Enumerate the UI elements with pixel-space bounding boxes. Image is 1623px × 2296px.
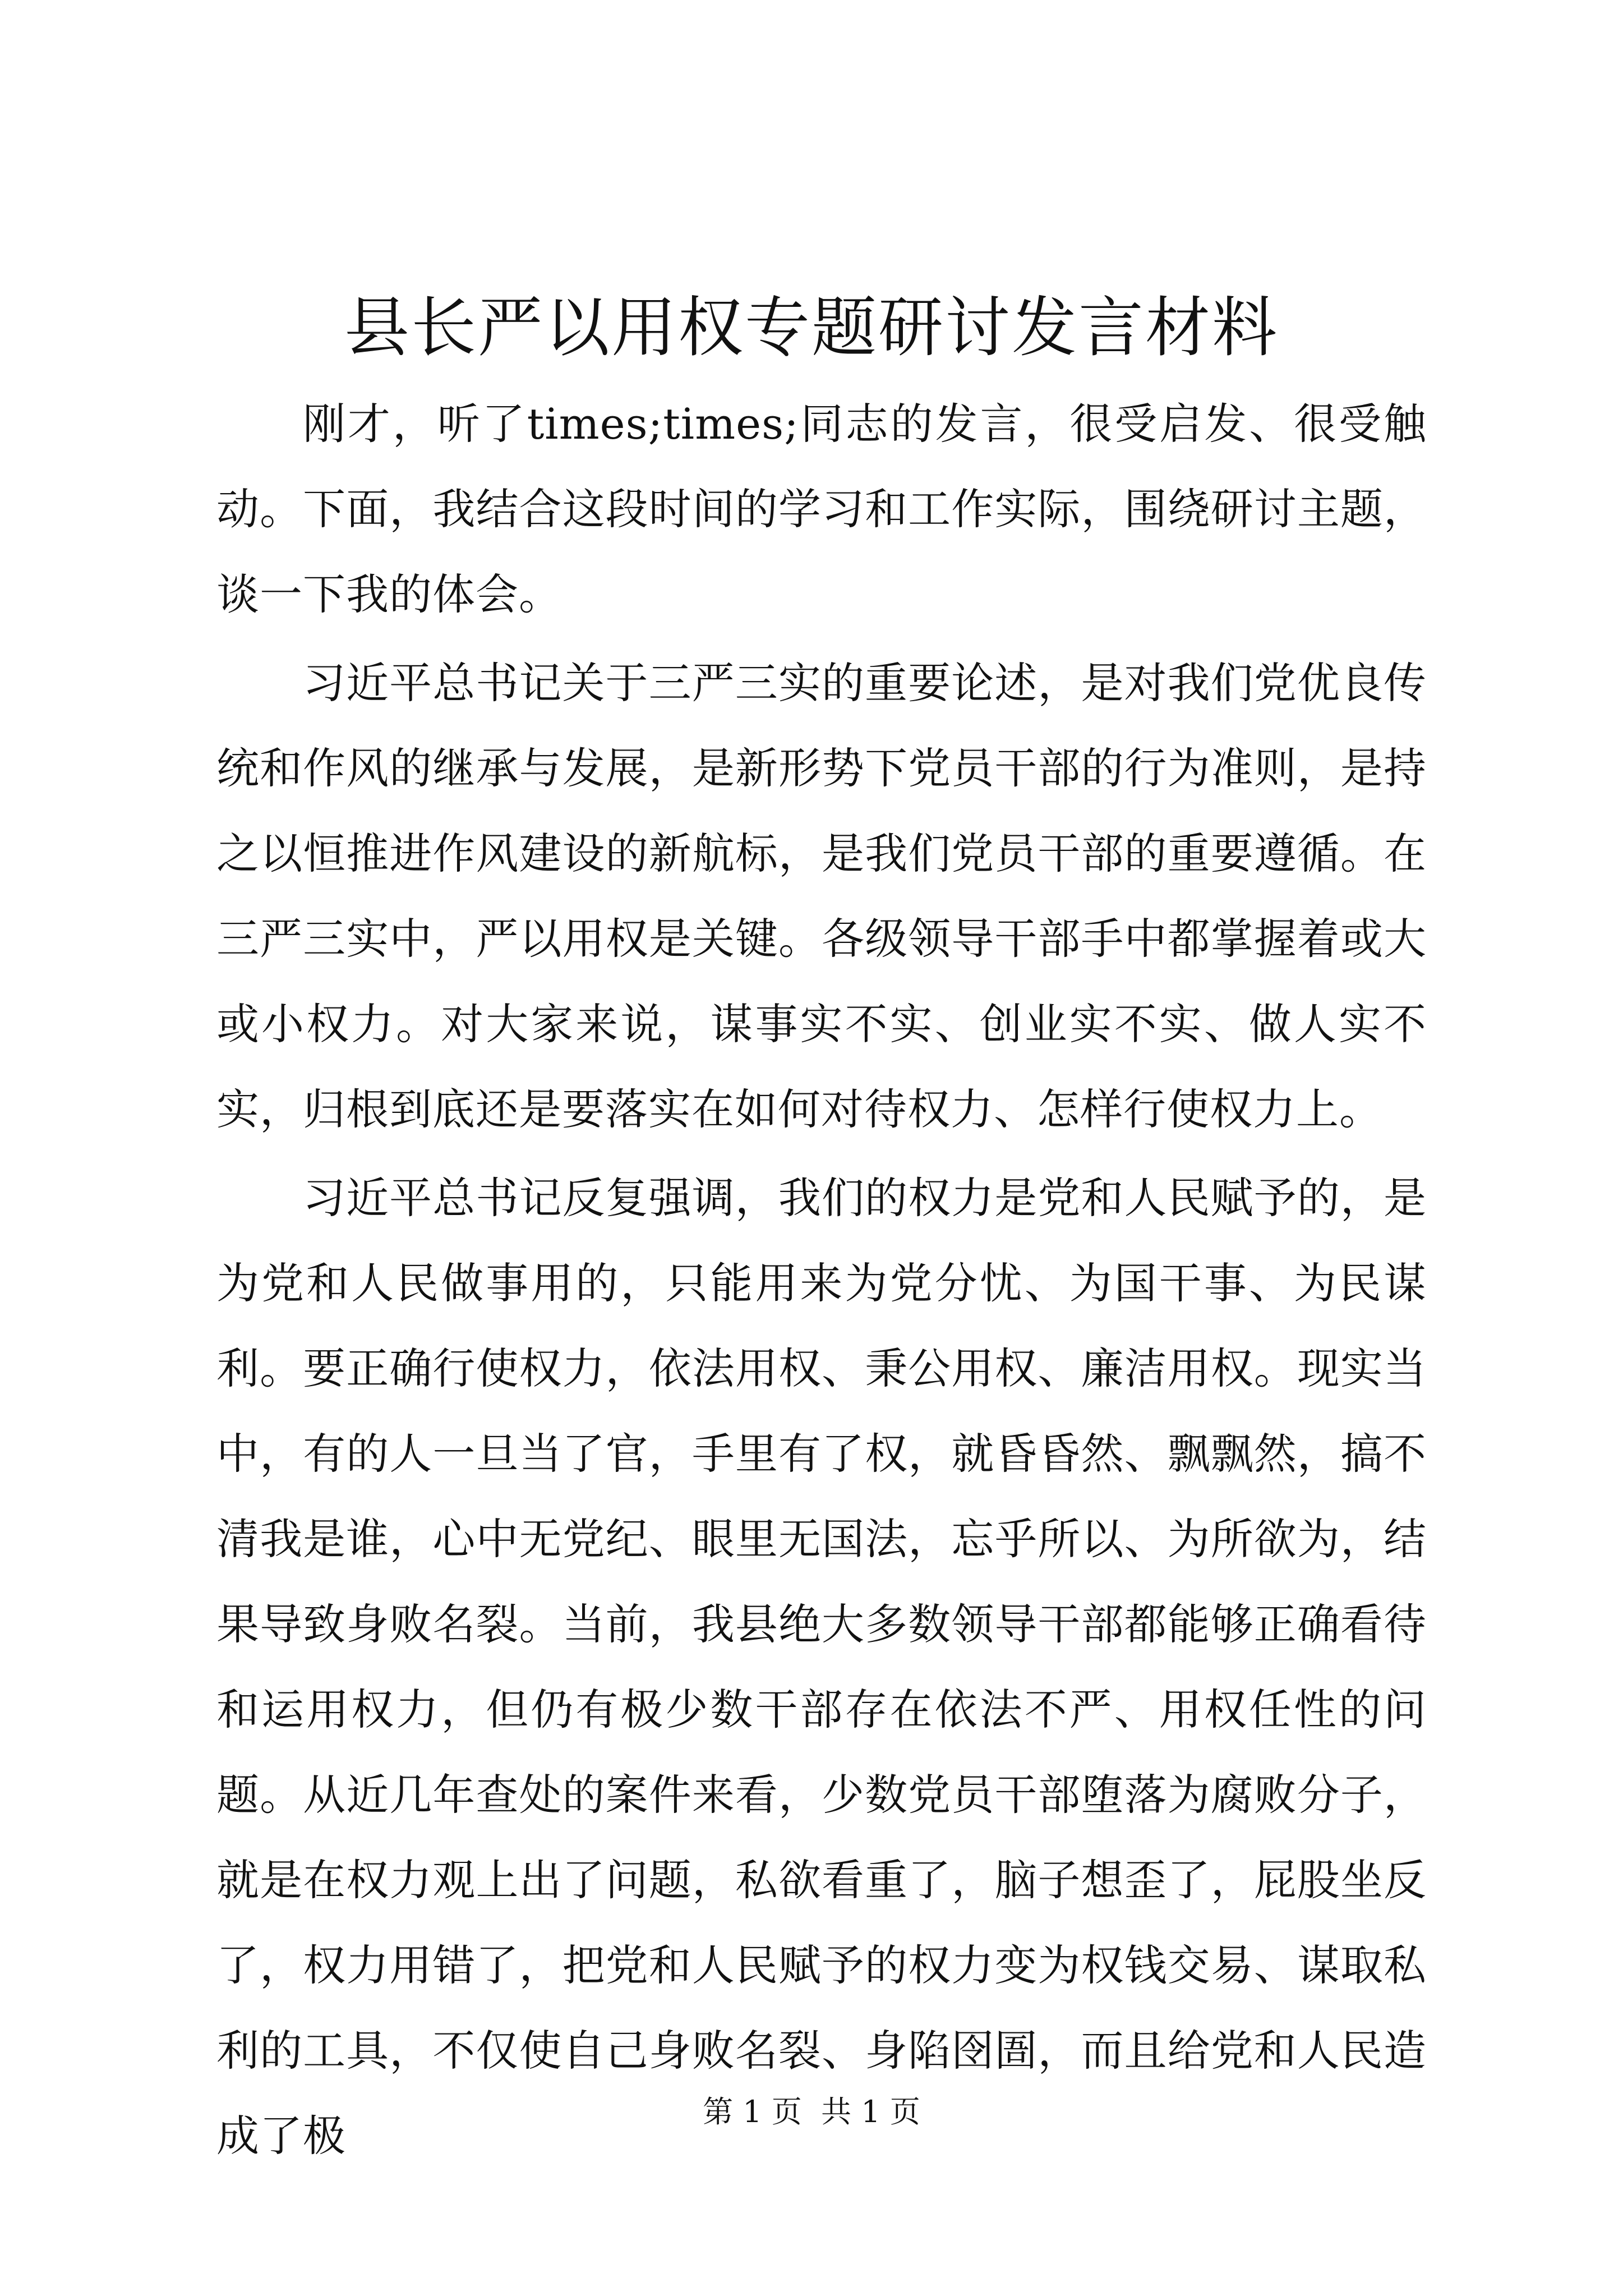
paragraph-3: 习近平总书记反复强调，我们的权力是党和人民赋予的，是为党和人民做事用的，只能用来为党分忧、为国干事、为民谋利。要正确行使权力，依法用权、秉公用权、廉洁用权。现实当中，有的人一旦当了官，手里有了权，就昏昏然、飘飘然，搞不清我是谁，心中无党纪、眼里无国法，忘乎所以、为所欲为，结果导致身败名裂。当前，我县绝大多数领导干部都能够正确看待和运用权力，但仍有极少数干部存在依法不严、用权任性的问题。从近几年查处的案件来看，少数党员干部堕落为腐败分子，就是在权力观上出了问题，私欲看重了，脑子想歪了，屁股坐反了，权力用错了，把党和人民赋予的权力变为权钱交易、谋取私利的工具，不仅使自己身败名裂、身陷囹圄，而且给党和人民造成了极: [216, 1173, 1427, 2161]
page-footer: 第 1 页 共 1 页: [703, 2094, 920, 2129]
document-body: [216, 381, 1427, 2182]
paragraph-1: 刚才，听了times;times;同志的发言，很受启发、很受触动。下面，我结合这段时间的学习和工作实际，围绕研讨主题，谈一下我的体会。: [216, 399, 1427, 619]
paragraph-2: 习近平总书记关于三严三实的重要论述，是对我们党优良传统和作风的继承与发展，是新形势下党员干部的行为准则，是持之以恒推进作风建设的新航标，是我们党员干部的重要遵循。在三严三实中，严以用权是关键。各级领导干部手中都掌握着或大或小权力。对大家来说，谋事实不实、创业实不实、做人实不实，归根到底还是要落实在如何对待权力、怎样行使权力上。: [216, 658, 1427, 1134]
document-title: 县长严以用权专题研讨发言材料: [344, 290, 1279, 366]
